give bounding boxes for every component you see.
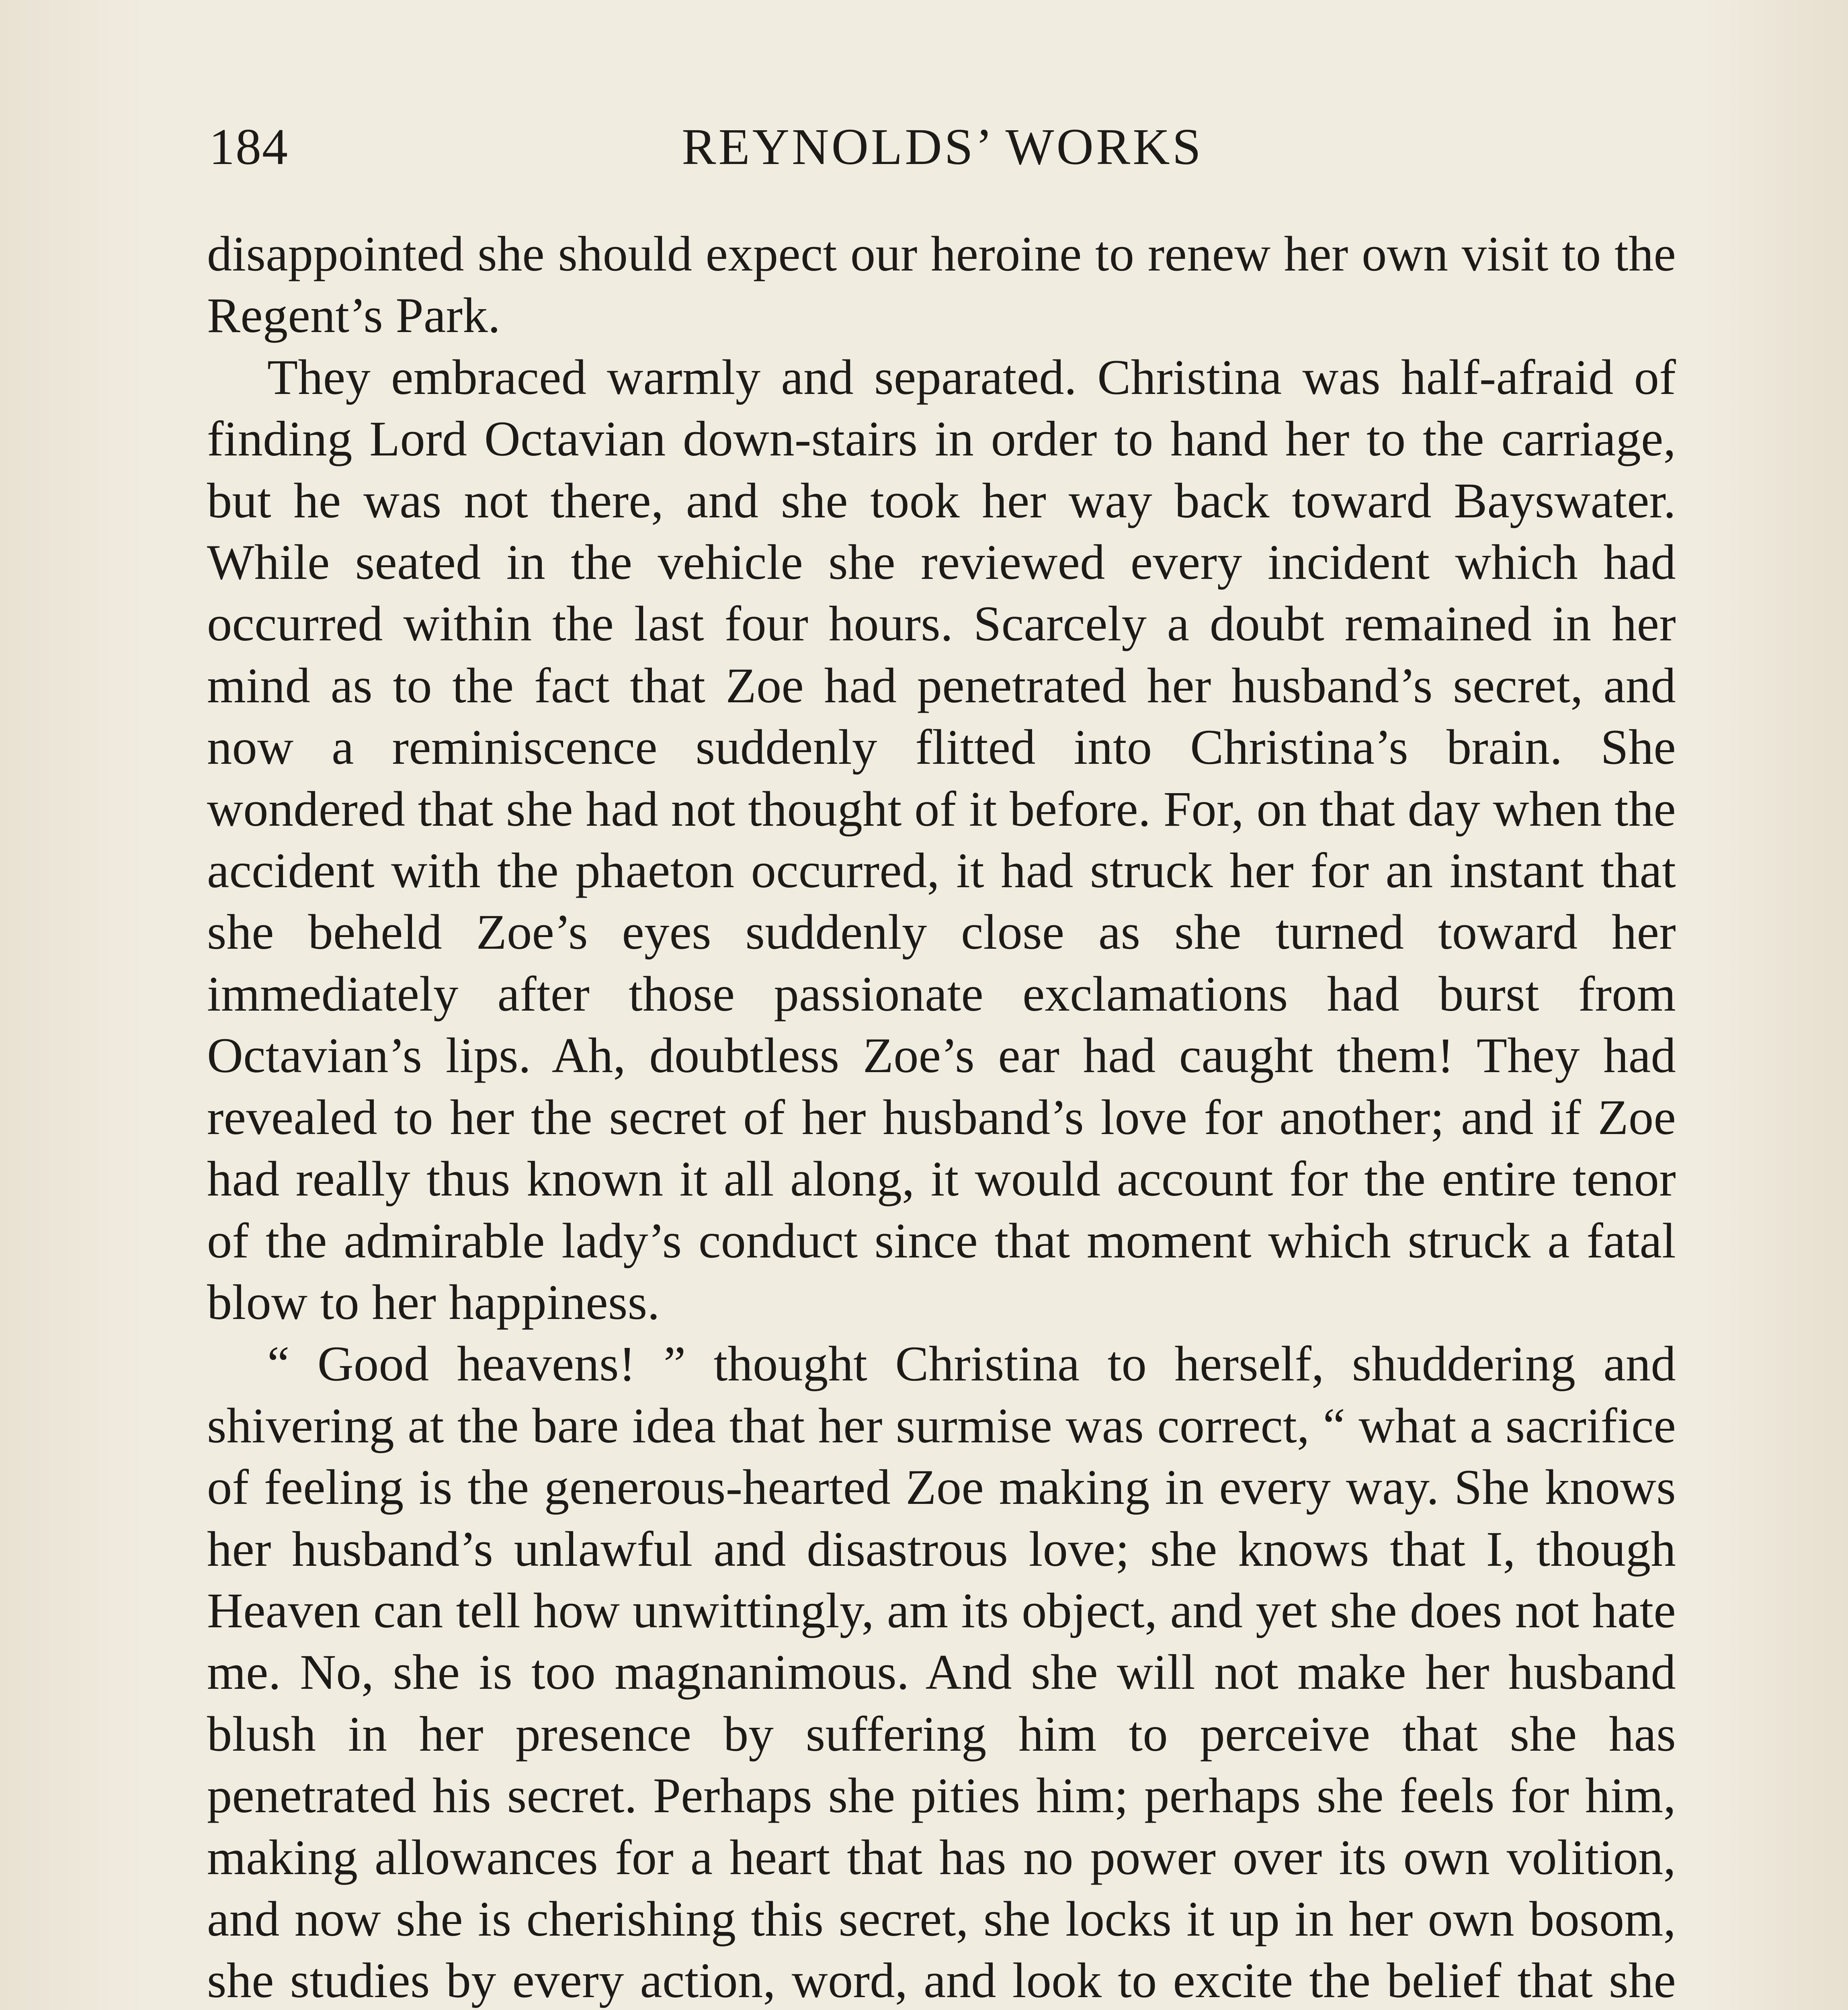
running-head: REYNOLDS’ WORKS <box>682 118 1203 175</box>
paragraph: “ Good heavens! ” thought Christina to herself, shuddering and shivering at the bare idea that her surmise was correct, “ what a sacrifice of feeling is the generous-hearted Zoe making in every way. She knows her husband’s unlawful and disastrous love; she knows that I, though Heaven can tell how unwittingly, am its object, and yet she does not hate me. No, she is too magnanimous. And she will not make her husband blush in her presence by suffering him to perceive that she has penetrated his secret. Perhaps she pities him; perhaps she feels for him, making allowances for a heart that has no power over its own volition, and now she is cherishing this secret, she locks it up in her own bosom, she studies by every action, word, and look to excite the belief that she <box>207 1336 1676 2008</box>
page-header <box>209 115 1676 179</box>
page-number: 184 <box>209 118 289 175</box>
body-text <box>207 223 1676 2010</box>
paragraph: They embraced warmly and separated. Christina was half-afraid of finding Lord Octavian down-stairs in order to hand her to the carriage, but he was not there, and she took her way back toward Bayswater. While seated in the vehicle she reviewed every incident which had occurred within the last four hours. Scarcely a doubt remained in her mind as to the fact that Zoe had penetrated her husband’s secret, and now a reminiscence suddenly flitted into Christina’s brain. She wondered that she had not thought of it before. For, on that day when the accident with the phaeton occurred, it had struck her for an instant that she beheld Zoe’s eyes suddenly close as she turned toward her immediately after those passionate exclamations had burst from Octavian’s lips. Ah, doubtless Zoe’s ear had caught them! They had revealed to her the secret of her husband’s love for another; and if Zoe had really thus known it all along, it would account for the entire tenor of the admirable lady’s conduct since that moment which struck a fatal blow to her happiness. <box>207 349 1676 1330</box>
paragraph-continuation: disappointed she should expect our heroine to renew her own visit to the Regent’s Park. <box>207 226 1676 343</box>
